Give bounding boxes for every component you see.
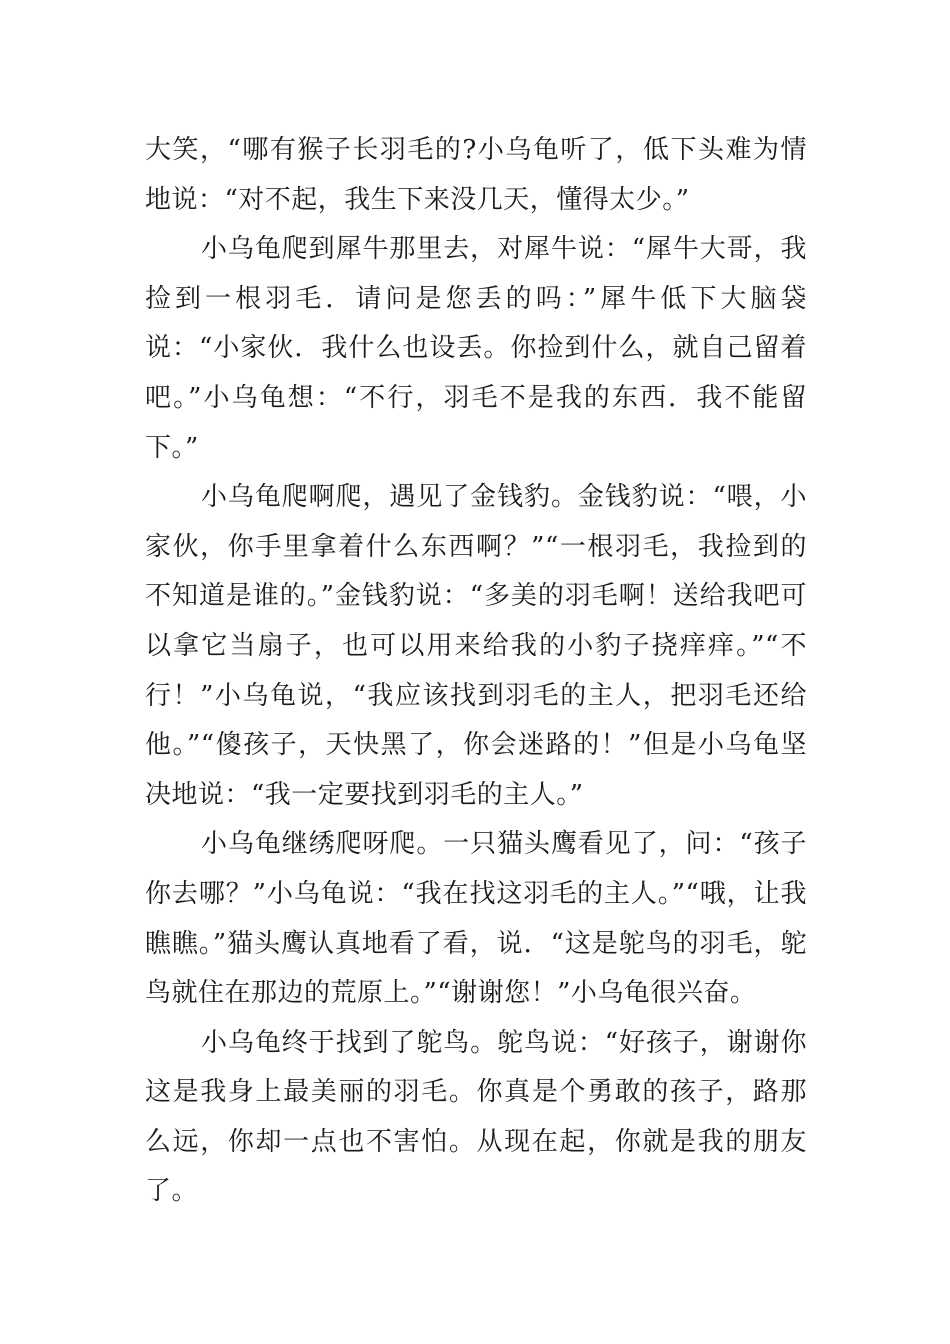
paragraph-4: 小乌龟继绣爬呀爬。一只猫头鹰看见了，问：“孩子你去哪？”小乌龟说：“我在找这羽毛的主人。”“哦，让我瞧瞧。”猫头鹰认真地看了看，说．“这是鸵鸟的羽毛，鸵鸟就住在那边的荒原上。”“谢谢您！”小乌龟很兴奋。 <box>145 829 807 1009</box>
paragraph-2: 小乌龟爬到犀牛那里去，对犀牛说：“犀牛大哥，我捡到一根羽毛．请问是您丢的吗：”犀牛低下大脑袋说：“小家伙．我什么也设丢。你捡到什么，就自己留着吧。”小乌龟想：“不行，羽毛不是我的东西．我不能留下。” <box>145 234 807 463</box>
paragraph-3: 小乌龟爬啊爬，遇见了金钱豹。金钱豹说：“喂，小家伙，你手里拿着什么东西啊？”“一根羽毛，我捡到的不知道是谁的。”金钱豹说：“多美的羽毛啊！送给我吧可以拿它当扇子，也可以用来给我的小豹子挠痒痒。”“不行！”小乌龟说，“我应该找到羽毛的主人，把羽毛还给他。”“傻孩子，天快黑了，你会迷路的！”但是小乌龟坚决地说：“我一定要找到羽毛的主人。” <box>145 482 807 810</box>
paragraph-5: 小乌龟终于找到了鸵鸟。鸵鸟说：“好孩子，谢谢你这是我身上最美丽的羽毛。你真是个勇敢的孩子，路那么远，你却一点也不害怕。从现在起，你就是我的朋友了。 <box>145 1027 807 1207</box>
story-text <box>145 126 807 1217</box>
paragraph-1: 大笑，“哪有猴子长羽毛的?小乌龟听了，低下头难为情地说：“对不起，我生下来没几天，懂得太少。” <box>145 135 807 215</box>
